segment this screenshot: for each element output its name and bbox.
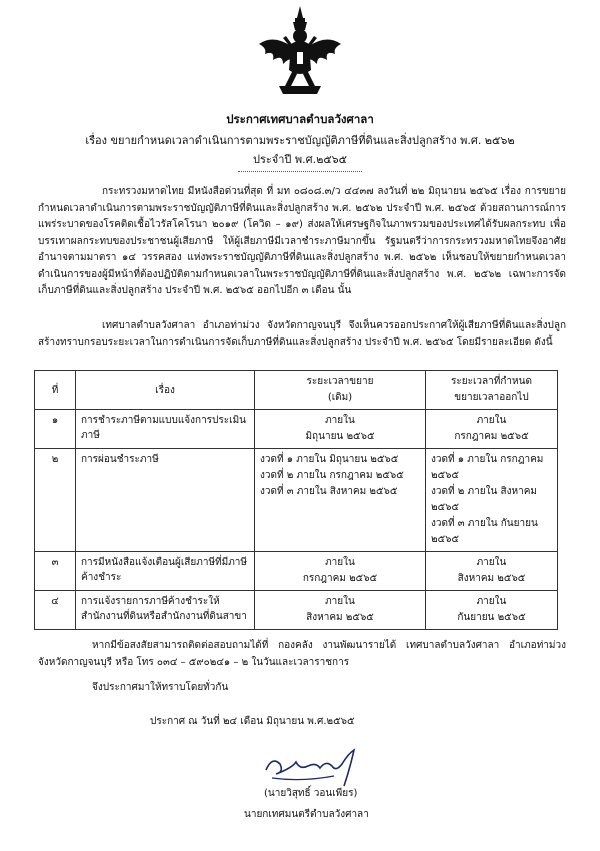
announcement-tax-year: ประจำปี พ.ศ.๒๕๖๕ — [252, 153, 347, 166]
garuda-emblem-icon — [253, 4, 347, 100]
table-row: ๔ การแจ้งรายการภาษีค้างชำระให้สำนักงานที่ดินหรือสำนักงานที่ดินสาขา ภายใน สิงหาคม ๒๕๖๕ ภายใน กันยายน ๒๕๖๕ — [35, 591, 558, 630]
table-row: ๒ การผ่อนชำระภาษี งวดที่ ๑ ภายใน มิถุนายน ๒๕๖๕ งวดที่ ๒ ภายใน กรกฎาคม ๒๕๖๕ งวดที่ ๓ ภายใน สิงหาคม ๒๕๖๕ งวดที่ ๑ ภายใน กรกฎาคม ๒๕๖๕ งวดที่ ๒ ภายใน สิงหาคม ๒๕๖๕ งวดที่ ๓ ภายใน กันยายน ๒๕๖๕ — [35, 449, 558, 552]
paragraph-announcement: เทศบาลตำบลวังศาลา อำเภอท่าม่วง จังหวัดกาญจนบุรี จึงเห็นควรออกประกาศให้ผู้เสียภาษีที่ดินและสิ่งปลูกสร้างทราบกรอบระยะเวลาในการดำเนินการจัดเก็บภาษีที่ดินและสิ่งปลูกสร้าง ประจำปี พ.ศ. ๒๕๖๕ โดยมีรายละเอียด ดังนี้ — [38, 320, 566, 348]
title-separator — [238, 171, 362, 172]
header-original: ระยะเวลาขยาย (เดิม) — [255, 371, 426, 410]
announcement-subject: เรื่อง ขยายกำหนดเวลาดำเนินการตามพระราชบัญญัติภาษีที่ดินและสิ่งปลูกสร้าง พ.ศ. ๒๕๖๒ — [85, 134, 515, 147]
announcement-date: ประกาศ ณ วันที่ ๒๔ เดือน มิถุนายน พ.ศ.๒๕๖๕ — [150, 716, 355, 727]
paragraph-contact: หากมีข้อสงสัยสามารถติดต่อสอบถามได้ที่ กองคลัง งานพัฒนารายได้ เทศบาลตำบลวังศาลา อำเภอท่าม่วง จังหวัดกาญจนบุรี หรือ โทร ๐๓๔ – ๕๙๐๒๔๑ – ๒ ในวันและเวลาราชการ — [38, 640, 566, 668]
paragraph-background: กระทรวงมหาดไทย มีหนังสือด่วนที่สุด ที่ มท ๐๘๐๘.๓/ว ๔๔๓๗ ลงวันที่ ๒๒ มิถุนายน ๒๕๖๕ เรื่อง การขยายกำหนดเวลาดำเนินการตามพระราชบัญญัติภาษีที่ดินและสิ่งปลูกสร้าง พ.ศ. ๒๕๖๒ ประจำปี พ.ศ. ๒๕๖๕ ด้วยสถานการณ์การแพร่ระบาดของโรคติดเชื้อไวรัสโคโรนา ๒๐๑๙ (โควิด – ๑๙) ส่งผลให้เศรษฐกิจในภาพรวมของประเทศได้รับผลกระทบ เพื่อบรรเทาผลกระทบของประชาชนผู้เสียภาษี ให้ผู้เสียภาษีมีเวลาชำระภาษีมากขึ้น รัฐมนตรีว่าการกระทรวงมหาดไทยจึงอาศัยอำนาจตามมาตรา ๑๔ วรรคสอง แห่งพระราชบัญญัติภาษีที่ดินและสิ่งปลูกสร้าง พ.ศ. ๒๕๖๒ เห็นชอบให้ขยายกำหนดเวลาดำเนินการของผู้มีหน้าที่ต้องปฏิบัติตามกำหนดเวลาในพระราชบัญญัติภาษีที่ดินและสิ่งปลูกสร้าง พ.ศ. ๒๕๖๒ เฉพาะการจัดเก็บภาษีที่ดินและสิ่งปลูกสร้าง ประจำปี พ.ศ. ๒๕๖๕ ออกไปอีก ๓ เดือน นั้น — [38, 186, 566, 296]
table-header-row — [35, 371, 558, 410]
announcement-title: ประกาศเทศบาลตำบลวังศาลา — [226, 112, 374, 126]
header-no: ที่ — [35, 371, 76, 410]
schedule-table — [34, 370, 558, 630]
paragraph-closing: จึงประกาศมาให้ทราบโดยทั่วกัน — [92, 682, 229, 693]
header-extended: ระยะเวลาที่กำหนด ขยายเวลาออกไป — [426, 371, 558, 410]
header-subject: เรื่อง — [76, 371, 255, 410]
table-row: ๑ การชำระภาษีตามแบบแจ้งการประเมินภาษี ภายใน มิถุนายน ๒๕๖๕ ภายใน กรกฎาคม ๒๕๖๕ — [35, 410, 558, 449]
table-row: ๓ การมีหนังสือแจ้งเตือนผู้เสียภาษีที่มีภาษีค้างชำระ ภายใน กรกฎาคม ๒๕๖๕ ภายใน สิงหาคม ๒๕๖๕ — [35, 552, 558, 591]
signer-position: นายกเทศมนตรีตำบลวังศาลา — [244, 809, 369, 820]
signer-name: (นายวิสุทธิ์ วอนเพียร) — [264, 788, 358, 799]
